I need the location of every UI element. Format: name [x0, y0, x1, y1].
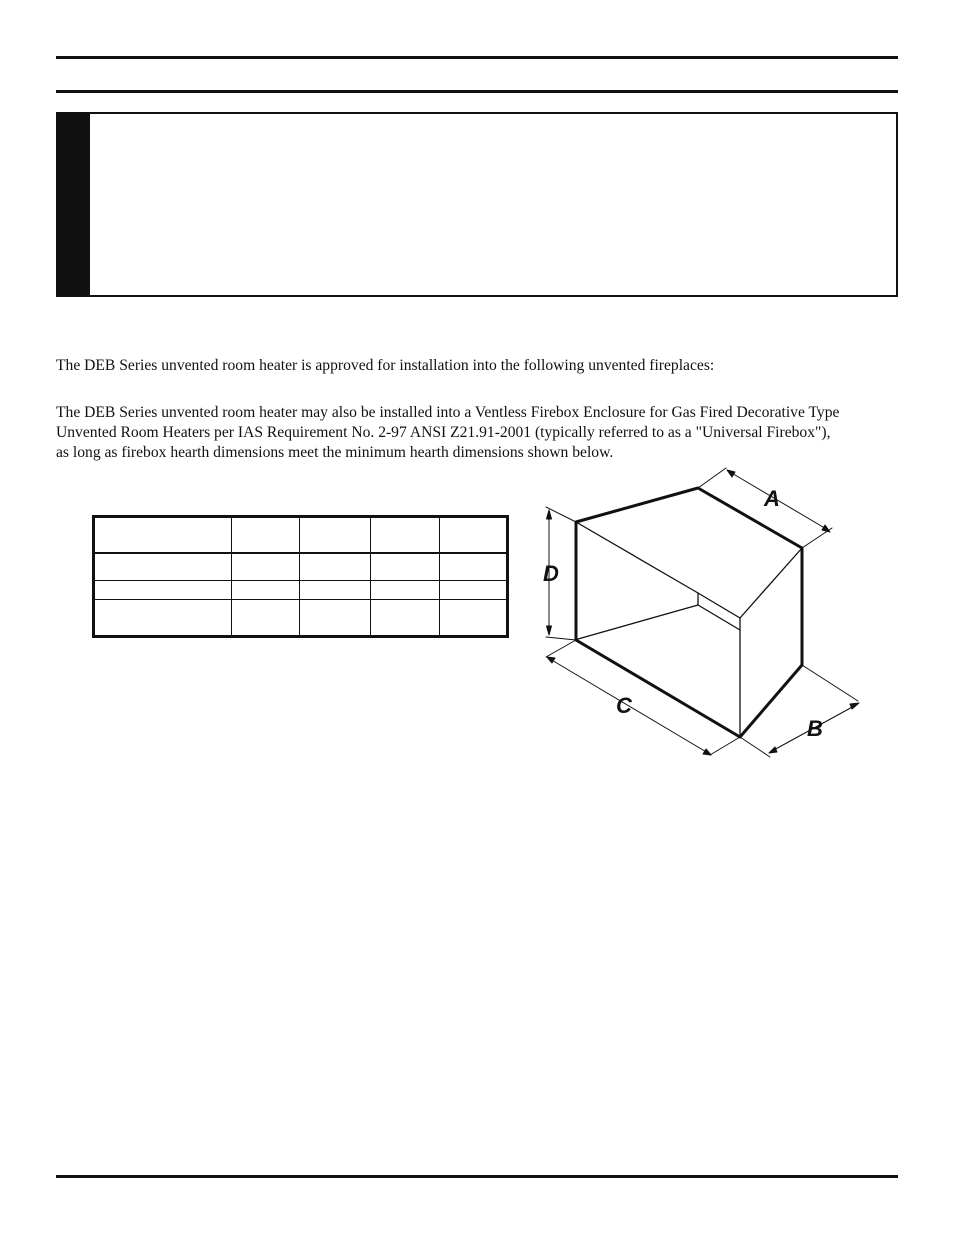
firebox-diagram	[538, 465, 878, 765]
header-rule-top	[56, 56, 898, 59]
table-header-row	[94, 517, 508, 554]
dimension-label-d: D	[543, 561, 559, 586]
dimension-label-c: C	[616, 693, 632, 718]
paragraph-line-3: as long as firebox hearth dimensions meet the minimum hearth dimensions shown below.	[56, 444, 614, 461]
paragraph-line-2: Unvented Room Heaters per IAS Requirement No. 2-97 ANSI Z21.91-2001 (typically referred to as a "Universal Firebox"),	[56, 424, 831, 441]
paragraph-line-1: The DEB Series unvented room heater may also be installed into a Ventless Firebox Enclosure for Gas Fired Decorative Type	[56, 404, 840, 421]
firebox-outline	[576, 488, 802, 737]
dimension-label-a: A	[764, 486, 780, 511]
dimension-label-b: B	[807, 716, 823, 741]
warning-bar	[58, 114, 90, 295]
intro-paragraph: The DEB Series unvented room heater is approved for installation into the following unvented fireplaces:	[56, 357, 715, 374]
table-row	[94, 553, 508, 581]
hearth-dimensions-table	[92, 515, 509, 638]
table-row	[94, 599, 508, 636]
table-row	[94, 581, 508, 600]
footer-rule	[56, 1175, 898, 1178]
universal-firebox-paragraph	[56, 403, 901, 463]
header-rule-bottom	[56, 90, 898, 93]
warning-box	[56, 112, 898, 297]
